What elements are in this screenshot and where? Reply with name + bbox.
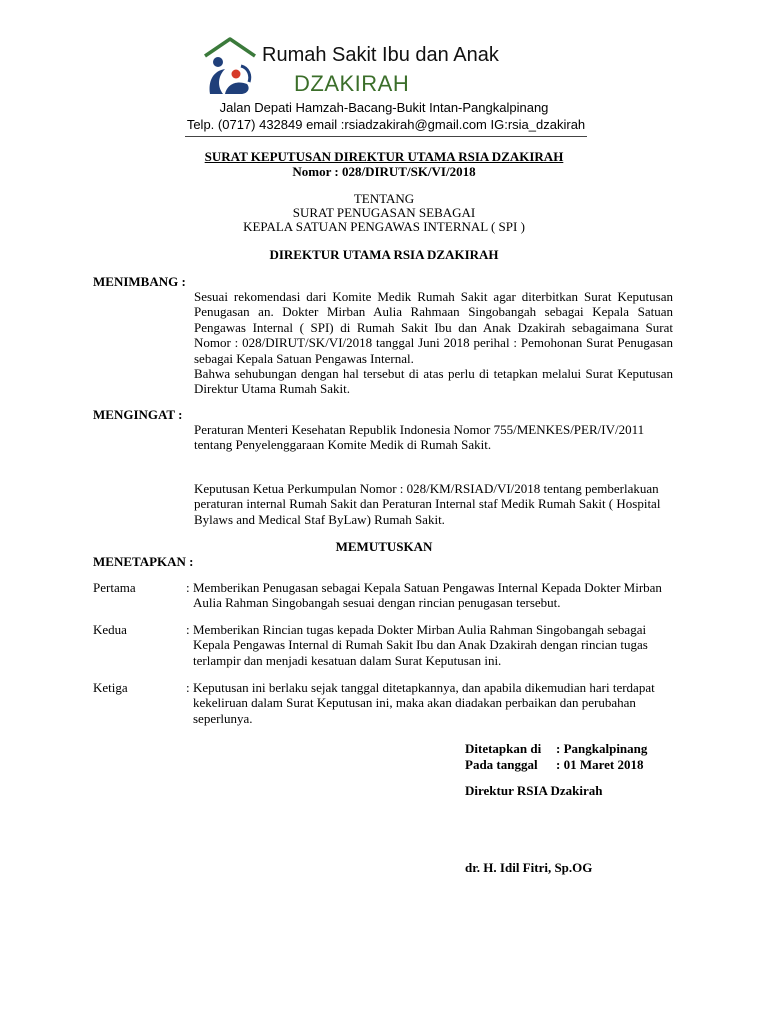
decree-title: SURAT KEPUTUSAN DIREKTUR UTAMA RSIA DZAKIRAH <box>204 149 564 164</box>
mengingat-heading: MENGINGAT : <box>93 407 183 422</box>
hospital-logo <box>203 36 258 96</box>
ketetapan-label-kedua: Kedua <box>93 622 127 637</box>
menimbang-heading: MENIMBANG : <box>93 274 186 289</box>
tanggal-value: : 01 Maret 2018 <box>556 757 644 772</box>
ditetapkan-value: : Pangkalpinang <box>556 741 648 756</box>
ketetapan-item: : Memberikan Rincian tugas kepada Dokter Mirban Aulia Rahman Singobangah sebagai Kepala Pengawas Internal di Rumah Sakit Ibu dan Anak Dzakirah dengan rincian tugas terlampir dan menjadi kesatuan dalam Surat Keputusan ini. <box>186 622 666 668</box>
ketetapan-text-ketiga: Keputusan ini berlaku sejak tanggal ditetapkannya, dan apabila dikemudian hari terdapat kekeliruan dalam Surat Keputusan ini, maka akan diadakan perbaikan dan perubahan seperlunya. <box>193 680 655 726</box>
menimbang-paragraph-2: Bahwa sehubungan dengan hal tersebut di atas perlu di tetapkan melalui Surat Keputusan Direktur Utama Rumah Sakit. <box>194 366 673 397</box>
tanggal-label: Pada tanggal <box>465 757 538 772</box>
mengingat-item-2: Keputusan Ketua Perkumpulan Nomor : 028/KM/RSIAD/VI/2018 tentang pemberlakuan peraturan internal Rumah Sakit dan Peraturan Internal staf Medik Rumah Sakit ( Hospital Bylaws and Medical Staf ByLaw) Rumah Sakit. <box>194 481 661 527</box>
hospital-brand: DZAKIRAH <box>294 71 410 96</box>
hospital-name: Rumah Sakit Ibu dan Anak <box>262 44 499 66</box>
hospital-address: Jalan Depati Hamzah-Bacang-Bukit Intan-Pangkalpinang <box>219 100 549 115</box>
ketetapan-text-pertama: Memberikan Penugasan sebagai Kepala Satuan Pengawas Internal Kepada Dokter Mirban Aulia Rahman Singobangah sesuai dengan rincian penugasan tersebut. <box>193 580 662 611</box>
subject-line-1: SURAT PENUGASAN SEBAGAI <box>292 205 476 220</box>
ketetapan-item: : Keputusan ini berlaku sejak tanggal ditetapkannya, dan apabila dikemudian hari terdapat kekeliruan dalam Surat Keputusan ini, maka akan diadakan perbaikan dan perubahan seperlunya. <box>186 680 666 726</box>
ketetapan-label-pertama: Pertama <box>93 580 136 595</box>
subject-line-2: KEPALA SATUAN PENGAWAS INTERNAL ( SPI ) <box>243 219 525 234</box>
signatory-name: dr. H. Idil Fitri, Sp.OG <box>465 860 593 875</box>
memutuskan-heading: MEMUTUSKAN <box>335 539 433 554</box>
director-heading: DIREKTUR UTAMA RSIA DZAKIRAH <box>269 247 499 262</box>
ketetapan-label-ketiga: Ketiga <box>93 680 128 695</box>
ditetapkan-label: Ditetapkan di <box>465 741 542 756</box>
ketetapan-item: : Memberikan Penugasan sebagai Kepala Satuan Pengawas Internal Kepada Dokter Mirban Aulia Rahman Singobangah sesuai dengan rincian penugasan tersebut. <box>186 580 666 611</box>
menimbang-paragraph-1: Sesuai rekomendasi dari Komite Medik Rumah Sakit agar diterbitkan Surat Keputusan Penugasan an. Dokter Mirban Aulia Rahmaan Singobangah sebagai Kepala Satuan Pengawas Internal ( SPI) di Rumah Sakit Ibu dan Anak Dzakirah sebagaimana Surat Nomor : 028/DIRUT/SK/VI/2018 tanggal Juni 2018 perihal : Pemohonan Surat Penugasan sebagai Kepala Satuan Pengawas Internal. <box>194 289 673 366</box>
ketetapan-text-kedua: Memberikan Rincian tugas kepada Dokter Mirban Aulia Rahman Singobangah sebagai Kepala Pengawas Internal di Rumah Sakit Ibu dan Anak Dzakirah dengan rincian tugas terlampir dan menjadi kesatuan dalam Surat Keputusan ini. <box>193 622 648 668</box>
letterhead-divider <box>185 136 587 137</box>
hospital-contact: Telp. (0717) 432849 email :rsiadzakirah@gmail.com IG:rsia_dzakirah <box>186 117 586 132</box>
signatory-position: Direktur RSIA Dzakirah <box>465 783 603 798</box>
tentang-label: TENTANG <box>353 191 415 206</box>
menetapkan-heading: MENETAPKAN : <box>93 554 194 569</box>
mengingat-item-1: Peraturan Menteri Kesehatan Republik Indonesia Nomor 755/MENKES/PER/IV/2011 tentang Penyelenggaraan Komite Medik di Rumah Sakit. <box>194 422 645 453</box>
decree-number: Nomor : 028/DIRUT/SK/VI/2018 <box>292 164 476 179</box>
